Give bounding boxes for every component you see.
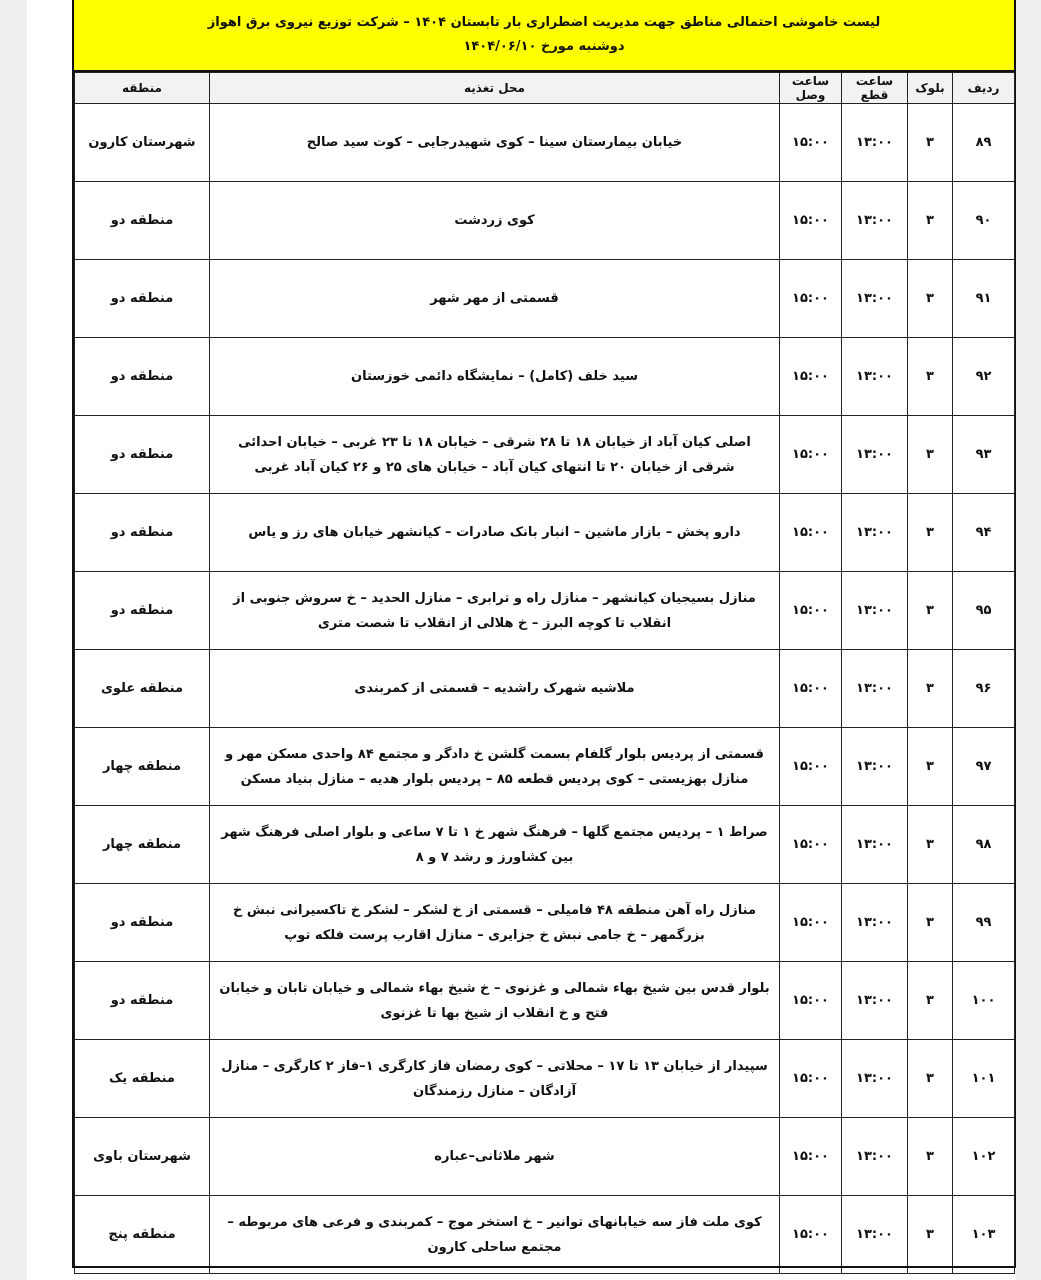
- table-header-row: [75, 73, 1015, 104]
- table-row: [75, 806, 1015, 884]
- table-row: [75, 260, 1015, 338]
- cell-block: ۳: [908, 338, 953, 416]
- cell-row-number: ۹۰: [953, 182, 1015, 260]
- cell-on-time: ۱۵:۰۰: [780, 416, 842, 494]
- document-title: لیست خاموشی احتمالی مناطق جهت مدیریت اضطراری بار تابستان ۱۴۰۴ – شرکت توزیع نیروی برق اهواز: [207, 15, 881, 30]
- table-row: [75, 1040, 1015, 1118]
- table-row: [75, 104, 1015, 182]
- cell-on-time: ۱۵:۰۰: [780, 494, 842, 572]
- cell-region: شهرستان باوی: [75, 1118, 210, 1196]
- cell-block: ۳: [908, 260, 953, 338]
- cell-row-number: ۹۴: [953, 494, 1015, 572]
- cell-row-number: ۹۳: [953, 416, 1015, 494]
- cell-feed-area: منازل بسیجیان کیانشهر – منازل راه و ترابری – منازل الحدید – خ سروش جنوبی از انقلاب تا کوچه البرز – خ هلالی از انقلاب تا شصت متری: [210, 572, 780, 650]
- title-banner: [74, 0, 1014, 72]
- outage-table: [74, 72, 1015, 1274]
- cell-off-time: ۱۳:۰۰: [842, 884, 908, 962]
- cell-feed-area: سپیدار از خیابان ۱۳ تا ۱۷ – محلاتی – کوی رمضان فاز کارگری ۱–فاز ۲ کارگری – منازل آزادگان – منازل رزمندگان: [210, 1040, 780, 1118]
- page-margin-right: [1016, 0, 1041, 1280]
- cell-row-number: ۹۱: [953, 260, 1015, 338]
- cell-on-time: ۱۵:۰۰: [780, 182, 842, 260]
- cell-feed-area: قسمتی از پردیس بلوار گلفام بسمت گلشن خ دادگر و مجتمع ۸۴ واحدی مسکن مهر و منازل بهزیستی – کوی پردیس قطعه ۸۵ – پردیس بلوار هدیه – منازل بنیاد مسکن: [210, 728, 780, 806]
- sheet-bottom-border: [72, 1266, 1016, 1268]
- cell-region: منطقه دو: [75, 338, 210, 416]
- cell-on-time: ۱۵:۰۰: [780, 1040, 842, 1118]
- cell-row-number: ۹۷: [953, 728, 1015, 806]
- cell-region: منطقه دو: [75, 884, 210, 962]
- table-row: [75, 182, 1015, 260]
- cell-block: ۳: [908, 104, 953, 182]
- cell-off-time: ۱۳:۰۰: [842, 338, 908, 416]
- cell-block: ۳: [908, 1196, 953, 1274]
- cell-on-time: ۱۵:۰۰: [780, 338, 842, 416]
- document-date: دوشنبه مورخ ۱۴۰۴/۰۶/۱۰: [463, 39, 625, 54]
- header-off-time: ساعت قطع: [842, 73, 908, 104]
- cell-row-number: ۱۰۳: [953, 1196, 1015, 1274]
- cell-block: ۳: [908, 494, 953, 572]
- cell-block: ۳: [908, 416, 953, 494]
- cell-feed-area: کوی زردشت: [210, 182, 780, 260]
- page-margin-left: [0, 0, 27, 1280]
- document-sheet: [72, 0, 1016, 1266]
- cell-feed-area: بلوار قدس بین شیخ بهاء شمالی و غزنوی – خ شیخ بهاء شمالی و خیابان تابان و خیابان فتح و خ انقلاب از شیخ بها تا غزنوی: [210, 962, 780, 1040]
- table-row: [75, 1118, 1015, 1196]
- cell-feed-area: سید خلف (کامل) – نمایشگاه دائمی خوزستان: [210, 338, 780, 416]
- cell-feed-area: کوی ملت فاز سه خیابانهای توانیر – خ استخر موج – کمربندی و فرعی های مربوطه – مجتمع ساحلی کارون: [210, 1196, 780, 1274]
- cell-feed-area: منازل راه آهن منطقه ۴۸ فامیلی – قسمتی از خ لشکر – لشکر خ تاکسیرانی نبش خ بزرگمهر – خ جامی نبش خ جزایری – منازل اقارب پرست فلکه توپ: [210, 884, 780, 962]
- cell-feed-area: خیابان بیمارستان سینا – کوی شهیدرجایی – کوت سید صالح: [210, 104, 780, 182]
- cell-off-time: ۱۳:۰۰: [842, 494, 908, 572]
- table-row: [75, 962, 1015, 1040]
- header-on-time: ساعت وصل: [780, 73, 842, 104]
- cell-off-time: ۱۳:۰۰: [842, 962, 908, 1040]
- cell-off-time: ۱۳:۰۰: [842, 416, 908, 494]
- table-row: [75, 650, 1015, 728]
- cell-on-time: ۱۵:۰۰: [780, 806, 842, 884]
- cell-block: ۳: [908, 1118, 953, 1196]
- cell-on-time: ۱۵:۰۰: [780, 104, 842, 182]
- cell-region: منطقه دو: [75, 494, 210, 572]
- cell-row-number: ۱۰۱: [953, 1040, 1015, 1118]
- header-feed-area: محل تغذیه: [210, 73, 780, 104]
- cell-block: ۳: [908, 182, 953, 260]
- cell-region: منطقه دو: [75, 572, 210, 650]
- cell-row-number: ۹۸: [953, 806, 1015, 884]
- cell-region: منطقه پنج: [75, 1196, 210, 1274]
- cell-block: ۳: [908, 728, 953, 806]
- cell-region: منطقه دو: [75, 182, 210, 260]
- cell-row-number: ۹۵: [953, 572, 1015, 650]
- cell-on-time: ۱۵:۰۰: [780, 572, 842, 650]
- table-row: [75, 416, 1015, 494]
- cell-block: ۳: [908, 884, 953, 962]
- cell-region: منطقه دو: [75, 416, 210, 494]
- cell-region: منطقه چهار: [75, 728, 210, 806]
- cell-row-number: ۸۹: [953, 104, 1015, 182]
- cell-region: منطقه یک: [75, 1040, 210, 1118]
- cell-block: ۳: [908, 572, 953, 650]
- cell-row-number: ۹۹: [953, 884, 1015, 962]
- cell-off-time: ۱۳:۰۰: [842, 104, 908, 182]
- table-row: [75, 884, 1015, 962]
- cell-on-time: ۱۵:۰۰: [780, 728, 842, 806]
- header-region: منطقه: [75, 73, 210, 104]
- cell-feed-area: قسمتی از مهر شهر: [210, 260, 780, 338]
- cell-region: شهرستان کارون: [75, 104, 210, 182]
- cell-row-number: ۹۶: [953, 650, 1015, 728]
- cell-block: ۳: [908, 650, 953, 728]
- table-row: [75, 728, 1015, 806]
- cell-row-number: ۱۰۲: [953, 1118, 1015, 1196]
- cell-off-time: ۱۳:۰۰: [842, 1196, 908, 1274]
- cell-feed-area: اصلی کیان آباد از خیابان ۱۸ تا ۲۸ شرقی – خیابان ۱۸ تا ۲۳ غربی – خیابان احدائی شرقی از خیابان ۲۰ تا انتهای کیان آباد – خیابان های ۲۵ و ۲۶ کیان آباد غربی: [210, 416, 780, 494]
- table-row: [75, 572, 1015, 650]
- cell-feed-area: دارو پخش – بازار ماشین – انبار بانک صادرات – کیانشهر خیابان های رز و یاس: [210, 494, 780, 572]
- cell-region: منطقه دو: [75, 260, 210, 338]
- cell-region: منطقه علوی: [75, 650, 210, 728]
- table-row: [75, 494, 1015, 572]
- cell-row-number: ۹۲: [953, 338, 1015, 416]
- header-row-number: ردیف: [953, 73, 1015, 104]
- cell-on-time: ۱۵:۰۰: [780, 1196, 842, 1274]
- cell-row-number: ۱۰۰: [953, 962, 1015, 1040]
- cell-feed-area: شهر ملاثانی–عباره: [210, 1118, 780, 1196]
- cell-region: منطقه دو: [75, 962, 210, 1040]
- cell-on-time: ۱۵:۰۰: [780, 884, 842, 962]
- cell-on-time: ۱۵:۰۰: [780, 1118, 842, 1196]
- table-row: [75, 1196, 1015, 1274]
- cell-off-time: ۱۳:۰۰: [842, 728, 908, 806]
- cell-feed-area: ملاشیه شهرک راشدیه – قسمتی از کمربندی: [210, 650, 780, 728]
- cell-feed-area: صراط ۱ – پردیس مجتمع گلها – فرهنگ شهر خ ۱ تا ۷ ساعی و بلوار اصلی فرهنگ شهر بین کشاورز و رشد ۷ و ۸: [210, 806, 780, 884]
- table-row: [75, 338, 1015, 416]
- cell-region: منطقه چهار: [75, 806, 210, 884]
- header-block: بلوک: [908, 73, 953, 104]
- cell-off-time: ۱۳:۰۰: [842, 1118, 908, 1196]
- cell-off-time: ۱۳:۰۰: [842, 572, 908, 650]
- cell-block: ۳: [908, 1040, 953, 1118]
- cell-off-time: ۱۳:۰۰: [842, 1040, 908, 1118]
- cell-on-time: ۱۵:۰۰: [780, 260, 842, 338]
- cell-off-time: ۱۳:۰۰: [842, 650, 908, 728]
- cell-block: ۳: [908, 962, 953, 1040]
- cell-off-time: ۱۳:۰۰: [842, 260, 908, 338]
- cell-off-time: ۱۳:۰۰: [842, 182, 908, 260]
- cell-on-time: ۱۵:۰۰: [780, 650, 842, 728]
- cell-on-time: ۱۵:۰۰: [780, 962, 842, 1040]
- cell-block: ۳: [908, 806, 953, 884]
- cell-off-time: ۱۳:۰۰: [842, 806, 908, 884]
